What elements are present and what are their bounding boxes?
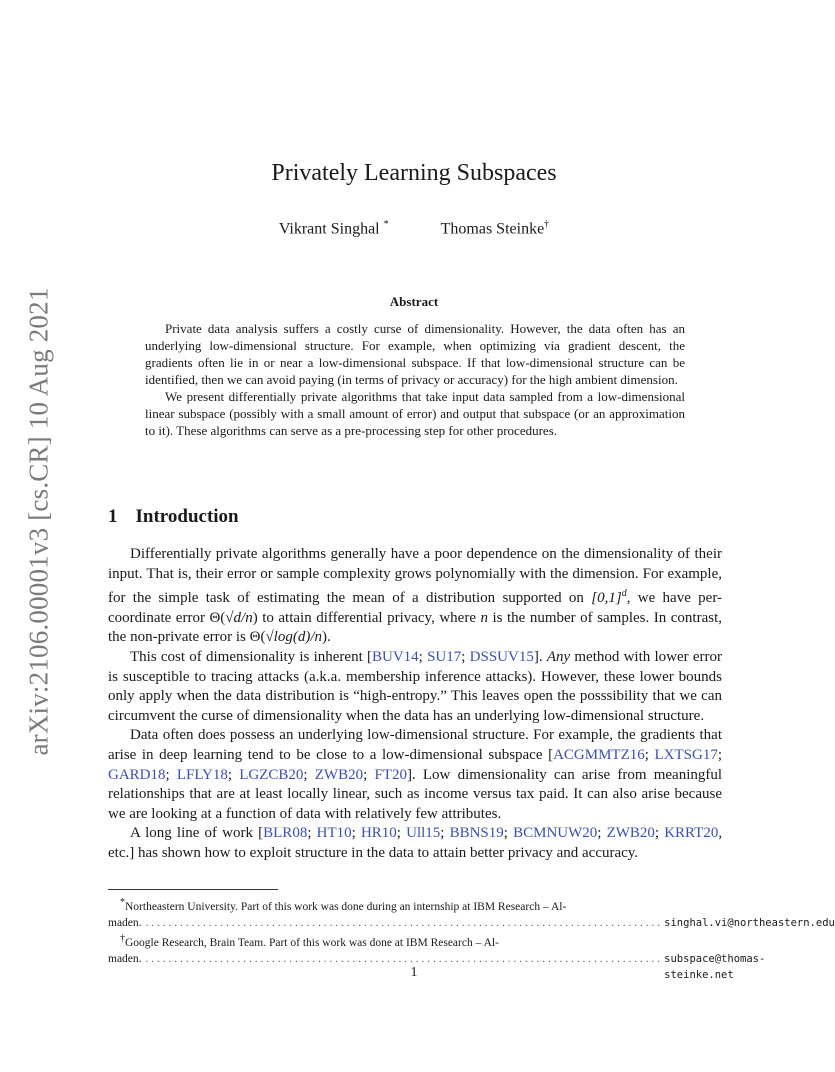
- paper-title: Privately Learning Subspaces: [271, 160, 557, 186]
- text-run: ;: [654, 825, 665, 842]
- section-title: Introduction: [135, 506, 239, 527]
- text-run: ) to attain differential privacy, where: [252, 609, 481, 626]
- abstract-paragraph-2: We present differentially private algorithms that take input data sampled from a low-dimensional linear subspace (possibly with a small amount of error) and output that subspace (or an approximation to it). These algorithms can serve as a pre-processing step for other procedures.: [145, 389, 685, 438]
- citation-link[interactable]: FT20: [374, 766, 407, 783]
- text-run: A long line of work [: [130, 825, 264, 842]
- page-number: 1: [410, 965, 418, 980]
- citation-link[interactable]: ZWB20: [314, 766, 364, 783]
- leader-dots: . . . . . . . . . . . . . . . . . . . . . . . . . . . . . . . . . . . . . . . . . . . . . . . . . . . . . . . . . . . . . . . . . . . . . . . . . . . . . . . . . . . . . . . . . .: [145, 952, 661, 965]
- citation-link[interactable]: HT10: [316, 825, 352, 842]
- footnote-continuation: maden.: [108, 916, 142, 929]
- text-run: This cost of dimensionality is inherent [: [130, 648, 372, 665]
- footnote-1-text: [108, 895, 722, 915]
- footnote-continuation: maden.: [108, 952, 142, 965]
- intro-paragraph-4: [108, 824, 722, 863]
- leader-dots: . . . . . . . . . . . . . . . . . . . . . . . . . . . . . . . . . . . . . . . . . . . . . . . . . . . . . . . . . . . . . . . . . . . . . . . . . . . . . . . . . . . . . . . . . .: [145, 916, 661, 929]
- footnote-divider: [108, 889, 278, 890]
- text-run: Differentially private algorithms generally have a poor dependence on the dimensionality of their input. That is, their error or sample complexity grows polynomially with the dimension. For example, for the simple task of estimating the mean of a distribution supported on: [108, 546, 722, 607]
- math-run: [0,1]: [591, 590, 622, 607]
- intro-paragraph-1: [108, 545, 722, 648]
- text-run: Data often does possess an underlying low-dimensional structure. For example, the gradients that arise in deep learning tend to be close to a low-dimensional subspace [: [108, 727, 722, 763]
- footnote-1: [108, 895, 835, 931]
- footnote-2-text: [108, 931, 722, 951]
- text-run: ;: [351, 825, 361, 842]
- text-run: , we have per-coordinate error Θ(: [108, 590, 723, 626]
- author-2-name: Thomas Steinke: [440, 220, 545, 238]
- citation-link[interactable]: KRRT20: [664, 825, 719, 842]
- text-run: ;: [303, 766, 315, 783]
- author-list: [0, 219, 828, 238]
- abstract-heading: Abstract: [389, 294, 439, 309]
- email-link[interactable]: subspace@thomas-steinke.net: [664, 952, 766, 981]
- citation-link[interactable]: BLR08: [263, 825, 308, 842]
- text-run: etc.] has shown how to exploit structure in the data to attain better privacy and accuracy.: [108, 844, 639, 861]
- math-sqrt-d-over-n: √d/n: [225, 609, 253, 626]
- abstract: [145, 320, 685, 439]
- arxiv-id: arXiv:2106.00001v3 [cs.CR] 10 Aug 2021: [23, 286, 54, 756]
- citation-link[interactable]: Ull15: [406, 825, 441, 842]
- citation-link[interactable]: BCMNUW20: [513, 825, 598, 842]
- author-1-name: Vikrant Singhal: [278, 220, 380, 238]
- abstract-paragraph-1: Private data analysis suffers a costly curse of dimensionality. However, the data often has an underlying low-dimensional structure. For example, when optimizing via gradient descent, the gradients often lie in or near a low-dimensional subspace. If that low-dimensional structure can be identified, then we can avoid paying (in terms of privacy or accuracy) for the high ambient dimension.: [145, 321, 685, 387]
- author-1: [279, 219, 389, 238]
- citation-link[interactable]: HR10: [360, 825, 397, 842]
- text-run: ;: [363, 766, 375, 783]
- text-run: ;: [227, 766, 240, 783]
- author-2-mark: †: [544, 219, 550, 230]
- emphasis: Any: [546, 648, 571, 665]
- text-run: ;: [396, 825, 407, 842]
- text-run: ).: [322, 629, 331, 646]
- text-run: ;: [461, 648, 470, 665]
- text-run: ,: [718, 825, 723, 842]
- citation-link[interactable]: SU17: [427, 648, 462, 665]
- citation-link[interactable]: GARD18: [108, 766, 166, 783]
- text-run: ;: [717, 746, 723, 763]
- text-run: ;: [418, 648, 428, 665]
- author-2: [441, 219, 550, 238]
- text-run: ;: [307, 825, 317, 842]
- arxiv-sidebar-stamp: [22, 284, 56, 758]
- intro-paragraph-2: [108, 648, 722, 726]
- citation-link[interactable]: BBNS19: [449, 825, 504, 842]
- citation-link[interactable]: ZWB20: [606, 825, 655, 842]
- text-run: ;: [597, 825, 607, 842]
- intro-paragraph-3: [108, 726, 722, 824]
- text-run: ;: [440, 825, 450, 842]
- author-1-mark: *: [383, 219, 389, 230]
- footnote-1-contact: [108, 915, 835, 931]
- text-run: is the number of samples. In contrast, the non-private error is Θ(: [108, 609, 722, 646]
- math-sqrt-log-d-over-n: √log(d)/n: [265, 629, 323, 646]
- citation-link[interactable]: LFLY18: [176, 766, 228, 783]
- email-link[interactable]: singhal.vi@northeastern.edu: [664, 916, 835, 929]
- footnote-mark: †: [120, 932, 125, 944]
- footnote-text: Google Research, Brain Team. Part of this work was done at IBM Research – Al-: [125, 936, 499, 949]
- math-unit-cube: [591, 590, 626, 606]
- text-run: ]. Low dimensionality can arise from meaningful relationships that are at least locally linear, such as income versus tax paid. It can also arise because we are looking at a function of data with relatively few attributes.: [108, 766, 723, 822]
- text-run: ;: [644, 746, 655, 763]
- math-sup: d: [621, 588, 627, 600]
- body-text: [108, 545, 722, 864]
- citation-link[interactable]: LXTSG17: [654, 746, 718, 763]
- citation-link[interactable]: LGZCB20: [239, 766, 304, 783]
- text-run: ].: [533, 648, 547, 665]
- section-number: 1: [108, 506, 118, 527]
- citation-link[interactable]: BUV14: [371, 648, 419, 665]
- text-run: method with lower error is susceptible to tracing attacks (a.k.a. membership inference attacks). However, these lower bounds only apply when the data distribution is “high-entropy.” This leaves open the posssibility that we can circumvent the curse of dimensionality when the data has an underlying low-dimensional structure.: [108, 648, 723, 724]
- section-heading: [108, 506, 239, 528]
- footnote-mark: *: [120, 897, 125, 908]
- citation-link[interactable]: ACGMMTZ16: [553, 746, 645, 763]
- citation-link[interactable]: DSSUV15: [469, 648, 534, 665]
- math-n: n: [480, 609, 488, 626]
- text-run: ;: [503, 825, 514, 842]
- footnote-text: Northeastern University. Part of this work was done during an internship at IBM Research – Al-: [125, 900, 567, 913]
- text-run: ;: [165, 766, 177, 783]
